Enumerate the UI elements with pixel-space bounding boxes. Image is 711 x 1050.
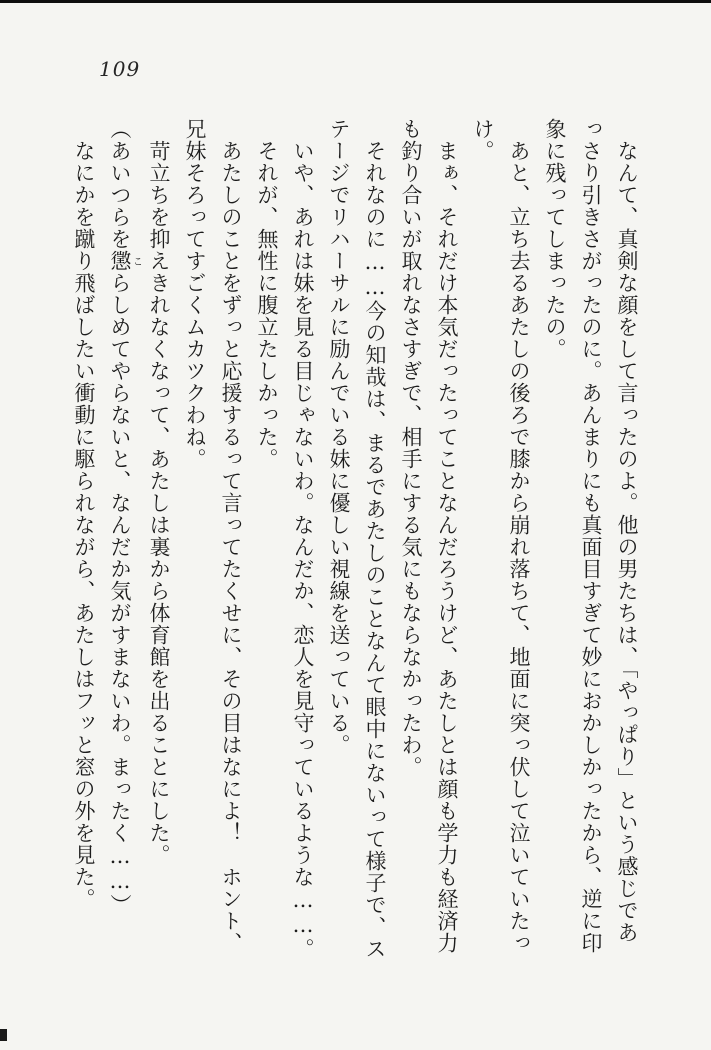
page-number: 109: [99, 57, 141, 81]
text-line: っさり引きさがったのに。あんまりにも真面目すぎて妙におかしかったから、逆に印: [579, 118, 603, 954]
text-line: （あいつらを懲こらしめてやらないと、なんだか気がすまないわ。まったく……）: [108, 118, 142, 916]
scan-artifact: [0, 1029, 7, 1041]
text-line: け。: [471, 118, 495, 162]
text-line: あたしのことをずっと応援するって言ってたくせに、その目はなによ！ ホント、: [219, 118, 243, 954]
text-line: なにかを蹴り飛ばしたい衝動に駆られながら、あたしはフッと窓の外を見た。: [72, 118, 96, 910]
text-line: 兄妹そろってすごくムカツクわね。: [183, 118, 207, 470]
text-block: [66, 118, 645, 958]
text-line: 苛立ちを抑えきれなくなって、あたしは裏から体育館を出ることにした。: [147, 118, 171, 866]
text-line: 象に残ってしまったの。: [543, 118, 567, 360]
text-line: テージでリハーサルに励んでいる妹に優しい視線を送っている。: [327, 118, 351, 756]
text-line: それなのに……今の知哉は、まるであたしのことなんて眼中にないって様子で、ス: [363, 118, 387, 960]
text-line: あと、立ち去るあたしの後ろで膝から崩れ落ちて、地面に突っ伏して泣いていたっ: [507, 118, 531, 954]
text-line: も釣り合いが取れなさすぎで、相手にする気にもならなかったわ。: [399, 118, 423, 778]
text-line: まぁ、それだけ本気だったってことなんだろうけど、あたしとは顔も学力も経済力: [435, 118, 459, 954]
text-line: いや、あれは妹を見る目じゃないわ。なんだか、恋人を見守っているような……。: [291, 118, 315, 960]
ruby-annotated-kanji: 懲こ: [108, 250, 142, 272]
text-line: なんて、真剣な顔をして言ったのよ。他の男たちは、「やっぱり」という感じであ: [615, 118, 639, 944]
scan-edge-top: [0, 0, 711, 3]
text-line: それが、無性に腹立たしかった。: [255, 118, 279, 470]
